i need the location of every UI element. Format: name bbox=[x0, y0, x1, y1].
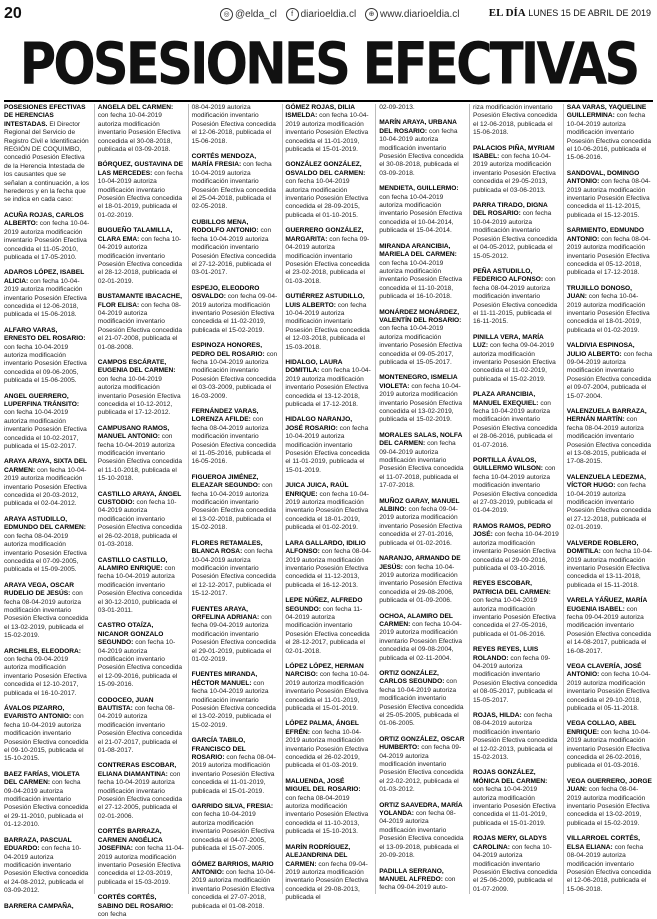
notice-entry bbox=[285, 720, 371, 770]
notice-name: NARANJO, ARMANDO DE JESÚS: bbox=[379, 555, 461, 571]
notice-name: VEGA GUERRERO, JORGE JUAN: bbox=[566, 777, 652, 794]
notice-name: BUSTAMANTE IBACACHE, FLOR ELISA: bbox=[97, 293, 182, 309]
notice-text: con fecha 09-04-2019 autoriza modificación inventario Posesión Efectiva concedida el 22-02-2012, publicada el 01-03-2012. bbox=[379, 744, 464, 794]
social-links bbox=[214, 8, 459, 21]
notice-text: con fecha 10-04-2019 autoriza modificación inventario Posesión Efectiva concedida el 12-09-2016, publicada el 15-09-2016. bbox=[97, 639, 183, 689]
notice-text: con fecha 09-04-2019 autoriza modificación inventario Posesión Efectiva concedida el 08-05-2017, publicada el 15-05-2017. bbox=[473, 654, 558, 704]
notice-name: FUENTES ARAYA, ORFELINA ADRIANA: bbox=[191, 605, 260, 621]
notice-text: con fecha 09-04-2019 autoriza modificación inventario Posesión Efectiva concedida el 29-08-2013, publicada el bbox=[285, 860, 369, 902]
notice-text: 02-09-2013. bbox=[379, 104, 415, 111]
notice-text: con fecha 10-04-2019 autoriza modificación inventario Posesión Efectiva concedida el 20-03-2012, publicada el 02-04-2012. bbox=[4, 466, 87, 508]
notice-name: REYES REYES, LUIS ROLANDO: bbox=[473, 646, 539, 662]
notice-name: CASTRO OTAÍZA, NICANOR GONZALO SEGUNDO: bbox=[97, 622, 164, 647]
notice-text: 08-04-2019 autoriza modificación inventario Posesión Efectiva concedida el 12-06-2018, publicada el 15-06-2018. bbox=[191, 104, 276, 145]
notice-text: con fecha 08-04-2019 autoriza modificación inventario Posesión Efectiva concedida el 13-08-2015, publicada el 17-08-2015. bbox=[566, 416, 652, 466]
notice-text: con fecha 08-04-2019 autoriza modificación inventario Posesión Efectiva concedida el 11-12-2013, publicada el 16-12-2013. bbox=[285, 548, 372, 589]
notice-name: GONZÁLEZ GONZÁLEZ, OSVALDO DEL CARMEN: bbox=[285, 161, 366, 177]
notice-text: con fecha 10-04-2019 autoriza modificación inventario Posesión Efectiva concedida el 12-06-2018, publicada el 15-06-2018. bbox=[4, 277, 87, 319]
notice-entry bbox=[98, 557, 184, 616]
notice-text: con fecha 10-04-2019 autoriza modificación inventario Posesión Efectiva concedida el 27-05-2016, publicada el 01-06-2016. bbox=[473, 597, 556, 638]
notice-text: con fecha 08-04-2019 autoriza modificación inventario Posesión Efectiva concedida el 13-09-2018, publicada el 20-09-2018. bbox=[379, 810, 464, 860]
notice-name: MALUENDA, JOSÉ MIGUEL DEL ROSARIO: bbox=[285, 777, 361, 794]
notice-column bbox=[285, 104, 372, 902]
notice-name: LEPE NÚÑEZ, ALFREDO SEGUNDO: bbox=[285, 597, 363, 613]
notice-text: con fecha 10-04-2019 autoriza modificación inventario Posesión Efectiva concedida el 09-06-2005, publicada el 15-06-2005. bbox=[4, 343, 87, 385]
notice-entry bbox=[98, 894, 184, 919]
notice-entry bbox=[4, 705, 90, 764]
notice-entry bbox=[473, 268, 559, 327]
column-divider bbox=[282, 104, 283, 894]
notice-name: RAMOS RAMOS, PEDRO JOSÉ: bbox=[473, 522, 552, 539]
notice-entry bbox=[473, 145, 559, 195]
notice-name: CODOCEO, JUAN BAUTISTA: bbox=[97, 696, 154, 712]
notice-text: con fecha 08-04-2019 autoriza modificación inventario Posesión Efectiva concedida el 12-02-2013, publicada el 15-02-2013. bbox=[473, 712, 558, 762]
notice-entry bbox=[4, 516, 90, 575]
notice-entry bbox=[192, 474, 278, 533]
notice-entry bbox=[98, 161, 184, 220]
notice-text: con fecha 08-04-2019 autoriza modificación inventario Posesión Efectiva concedida el 21-07-2008, publicada el 01-08-2008. bbox=[97, 301, 183, 351]
notice-name: MARÍN RODRÍGUEZ, ALEJANDRINA DEL CARMEN: bbox=[285, 843, 351, 868]
notice-name: BÓRQUEZ, GUSTAVINA DE LAS MERCEDES: bbox=[97, 161, 184, 177]
notice-text: con fecha 10-04-2019 autoriza modificación inventario Posesión Efectiva concedida el 29-05-2013, publicada el 03-06-2013. bbox=[473, 153, 556, 194]
notice-column bbox=[97, 104, 184, 918]
notice-name: ANGELA DEL CARMEN: bbox=[97, 104, 174, 111]
newspaper-name: EL DÍA bbox=[488, 7, 526, 19]
notice-entry bbox=[4, 104, 90, 205]
notice-text: con fecha 08-04-2019 autoriza modificación inventario Posesión Efectiva concedida el 12-06-2018, publicada el 15-06-2018. bbox=[566, 843, 652, 893]
issue-date: LUNES 15 DE ABRIL DE 2019 bbox=[528, 8, 651, 18]
notice-name: ROJAS MERY, GLADYS CAROLINA: bbox=[473, 835, 547, 851]
notice-name: PLAZA ARANCIBIA, MANUEL EXEQUIEL: bbox=[473, 391, 539, 407]
notice-text: con fecha 10-04-2019 autoriza modificación inventario Posesión Efectiva concedida el 29-08-2006, publicada el 01-09-2006. bbox=[379, 563, 463, 605]
notice-name: CORTÉS MENDOZA, MARÍA FRESIA: bbox=[191, 153, 257, 169]
web-icon: ⊕ bbox=[365, 8, 378, 21]
headline-rule bbox=[4, 100, 653, 102]
notice-entry bbox=[98, 104, 184, 154]
notice-name: GARRIDO SILVA, FRESIA: bbox=[191, 803, 274, 811]
notice-entry bbox=[285, 293, 371, 352]
notice-columns bbox=[4, 104, 653, 918]
notice-name: LÓPEZ LÓPEZ, HERMAN NARCISO: bbox=[285, 662, 364, 679]
notice-text: con fecha 08-04-2019 autoriza modificación inventario Posesión Efectiva concedida el 07-09-2005, publicada el 15-09-2005. bbox=[4, 532, 87, 574]
notice-entry bbox=[192, 219, 278, 278]
column-divider bbox=[94, 104, 95, 894]
notice-text: con fecha 10-04-2019 autoriza modificación inventario Posesión Efectiva concedida el 09-10-2015, publicada el 15-10-2015. bbox=[4, 713, 89, 763]
notice-text: con fecha 10-04-2019 autoriza modificación inventario Posesión Efectiva concedida el 10-04-2014, publicada el 15-04-2014. bbox=[379, 193, 463, 235]
notice-entry bbox=[285, 104, 371, 154]
notice-name: ORTIZ SAAVEDRA, MARÍA YOLANDA: bbox=[379, 801, 463, 818]
notice-entry bbox=[4, 327, 90, 386]
notice-entry bbox=[285, 597, 371, 656]
notice-text: con fecha 10-04-2019 autoriza modificación inventario Posesión Efectiva concedida el 09-08-2004, publicada el 02-11-2004. bbox=[379, 620, 463, 662]
notice-name: VEGA CLAVERÍA, JOSÉ ANTONIO: bbox=[566, 662, 642, 679]
notice-name: FERNÁNDEZ VARAS, LORENZA AFILDE: bbox=[191, 408, 259, 424]
notice-name: POSESIONES EFECTIVAS DE HERENCIAS INTESTADAS. bbox=[4, 104, 86, 128]
notice-name: MONTENEGRO, ISMELIA VIOLETA: bbox=[379, 374, 458, 390]
notice-text: con fecha 10-04-2019 autoriza modificación inventario Posesión Efectiva concedida el 12-12-2017, publicada el 15-12-2017. bbox=[191, 548, 276, 598]
notice-name: HIDALGO NARANJO, JOSÉ ROSARIO: bbox=[285, 416, 353, 432]
facebook-icon: f bbox=[286, 8, 299, 21]
notice-entry bbox=[4, 771, 90, 830]
instagram-handle[interactable]: @elda_cl bbox=[235, 9, 277, 20]
notice-entry bbox=[4, 648, 90, 698]
notice-entry bbox=[567, 663, 653, 713]
notice-text: con fecha 10-04-2019 autoriza modificación inventario Posesión Efectiva concedida el 30-08-2018, publicada el 03-09-2018. bbox=[97, 112, 181, 154]
notice-text: con fecha 08-04-2019 autoriza modificación inventario Posesión Efectiva concedida el 11-11-2015, publicada el 16-11-2015. bbox=[473, 276, 558, 326]
notice-text: con fecha 09-04-2019 autoriza modificación inventario Posesión Efectiva concedida el 29-01-2019, publicada el 01-02-2019. bbox=[191, 613, 276, 663]
notice-entry bbox=[4, 393, 90, 452]
notice-entry bbox=[473, 457, 559, 516]
notice-name: ARAYA ASTUDILLO, EDMUNDO DEL CARMEN: bbox=[4, 515, 86, 532]
notice-name: CORTÉS BARRAZA, CARMEN ANGÉLICA JOSEFINA: bbox=[97, 828, 163, 853]
notice-entry bbox=[379, 802, 465, 861]
notice-text: con fecha 09-04-2019 autoriza modificación inventario Posesión Efectiva concedida el 11-07-2018, publicada el 17-07-2018. bbox=[379, 440, 464, 490]
notice-entry bbox=[4, 458, 90, 508]
notice-name: VALENZUELA BARRAZA, HERNÁN MARTÍN: bbox=[566, 408, 647, 424]
notice-text: con fecha 10-04-2019 autoriza modificación inventario Posesión Efectiva concedida el 24-08-2012, publicada el 03-09-2012. bbox=[4, 845, 89, 895]
notice-name: PARRA TIRADO, DIGNA DEL ROSARIO: bbox=[473, 202, 548, 218]
notice-text: con fecha 10-04-2019 autoriza modificación inventario Posesión Efectiva concedida el 12-03-2018, publicada el 15-03-2018. bbox=[285, 301, 370, 351]
notice-name: CONTRERAS ESCOBAR, ELIANA DIAMANTINA: bbox=[97, 762, 177, 778]
notice-entry bbox=[567, 835, 653, 894]
notice-text: con fecha 10-04-2019 autoriza modificación inventario Posesión Efectiva concedida el 26-02-2018, publicada el 01-03-2018. bbox=[97, 499, 183, 549]
notice-entry bbox=[285, 416, 371, 475]
notice-entry bbox=[473, 646, 559, 705]
notice-name: ÁVALOS PIZARRO, EVARISTO ANTONIO: bbox=[4, 705, 72, 721]
notice-entry bbox=[379, 736, 465, 795]
notice-entry bbox=[567, 104, 653, 163]
page-headline: POSESIONES EFECTIVAS bbox=[19, 30, 638, 98]
notice-entry bbox=[567, 474, 653, 533]
notice-entry bbox=[192, 153, 278, 212]
notice-text: con fecha 10-04-2019 autoriza modificación inventario Posesión Efectiva concedida el 18-01-2019, publicada el 01-02-2019. bbox=[285, 490, 369, 532]
notice-entry bbox=[567, 597, 653, 656]
notice-text: con fecha 10-04-2019 autoriza modificación inventario Posesión Efectiva concedida el 13-02-2019, publicada el 15-02-2019. bbox=[191, 679, 276, 729]
notice-name: ARCHILES, ELEODORA: bbox=[4, 647, 81, 655]
notice-entry bbox=[567, 540, 653, 590]
notice-column bbox=[4, 104, 90, 910]
notice-text: con fecha 10-04-2019 autoriza modificación inventario Posesión Efectiva concedida el 03-03-2009, publicada el 16-03-2009. bbox=[191, 350, 278, 400]
notice-entry bbox=[4, 903, 90, 911]
notice-text: con fecha 08-04-2019 autoriza modificación inventario Posesión Efectiva concedida el 11-12-2015, publicada el 15-12-2015. bbox=[566, 178, 651, 219]
notice-column bbox=[191, 104, 278, 910]
notice-entry bbox=[285, 227, 371, 286]
notice-name: ARAYA VEGA, OSCAR RUDELIO DE JESÚS: bbox=[4, 581, 74, 598]
notice-text: con fecha 10-04-2019 autoriza modificación inventario Posesión Efectiva concedida el 25-06-2009, publicada el 01-07-2009. bbox=[473, 843, 558, 893]
notice-entry bbox=[473, 391, 559, 450]
notice-name: SANDOVAL, DOMINGO ANTONIO: bbox=[566, 169, 640, 186]
notice-text: con fecha 10-04-2019 autoriza modificación inventario Posesión Efectiva concedida el 30-12-2010, publicada el 03-01-2011. bbox=[97, 564, 183, 614]
notice-entry bbox=[473, 523, 559, 573]
notice-name: ADAROS LÓPEZ, ISABEL ALICIA: bbox=[4, 269, 85, 285]
notice-name: FIGUEROA JIMÉNEZ, ELEAZAR SEGUNDO: bbox=[191, 473, 261, 490]
notice-entry bbox=[285, 161, 371, 220]
notice-entry bbox=[285, 540, 371, 590]
notice-entry bbox=[98, 697, 184, 756]
notice-name: BAEZ FARÍAS, VIOLETA DEL CARMEN: bbox=[4, 770, 80, 787]
notice-entry bbox=[379, 243, 465, 302]
notice-entry bbox=[379, 185, 465, 235]
notice-entry bbox=[98, 762, 184, 821]
notice-column bbox=[567, 104, 653, 894]
notice-name: CAMPOS ESCÁRATE, EUGENIA DEL CARMEN: bbox=[97, 358, 176, 375]
notice-name: TRUJILLO DONOSO, JUAN: bbox=[566, 284, 633, 301]
notice-text: con fecha 08-04-2019 autoriza modificación inventario Posesión Efectiva concedida el 11-05-2016, publicada el 16-05-2016. bbox=[191, 416, 276, 466]
notice-name: MARÍN ARAYA, URBANA DEL ROSARIO: bbox=[379, 119, 457, 135]
notice-text: con fecha 08-04-2019 autoriza modificación inventario Posesión Efectiva concedida el 11-10-2013, publicada el 15-10-2013. bbox=[285, 794, 369, 836]
notice-entry bbox=[473, 202, 559, 261]
notice-text: riza modificación inventario Posesión Efectiva concedida el 12-06-2018, publicada el 15-06-2018. bbox=[473, 104, 558, 137]
notice-text: con fecha 10-04-2019 autoriza modificación inventario Posesión Efectiva concedida el 09-05-2017, publicada el 15-05-2017. bbox=[379, 325, 463, 366]
notice-name: ORTIZ GONZÁLEZ, CARLOS SEGUNDO: bbox=[379, 669, 445, 686]
notice-entry bbox=[98, 425, 184, 484]
notice-name: JUICA JUICA, RAÚL ENRIQUE: bbox=[285, 482, 349, 498]
notice-text: con fecha 10-04-2019 autoriza modificación inventario Posesión Efectiva concedida el 04-05-2012, publicada el 15-05-2012. bbox=[473, 210, 558, 260]
notice-text: con fecha 10-04-2019 autoriza modificación inventario Posesión Efectiva concedida el 18-01-2019, publicada el 01-02-2019. bbox=[566, 293, 650, 334]
notice-text: con fecha 09-04-2019 autoriza modificación inventario Posesión Efectiva concedida el 14-08-2017, publicada el 16-08-2017. bbox=[566, 605, 652, 655]
notice-text: con fecha 10-04-2019 autoriza modificación inventario Posesión Efectiva concedida el 18-01-2019, publicada el 01-02-2019. bbox=[97, 169, 183, 219]
notice-text: con fecha 10-04-2019 autoriza modificación inventario Posesión Efectiva concedida el 25-04-2018, publicada el 02-05-2018. bbox=[191, 161, 276, 211]
notice-text: con fecha 11-04-2019 autoriza modificación inventario Posesión Efectiva concedida el 12-03-2019, publicada el 15-03-2019. bbox=[97, 845, 184, 886]
notice-name: MORALES SALAS, NOLFA DEL CARMEN: bbox=[379, 431, 463, 448]
notice-text: con fecha 10-04-2019 autoriza modificación inventario Posesión Efectiva concedida el 10-12-2012, publicada el 17-12-2012. bbox=[97, 375, 181, 417]
notice-name: PORTILLA ÁVALOS, GUILLERMO WILSON: bbox=[473, 457, 543, 473]
notice-name: CAMPUSANO RAMOS, MANUEL ANTONIO: bbox=[97, 424, 170, 441]
notice-text: con fecha 10-04-2019 autoriza modificación inventario Posesión Efectiva concedida el 29-09-2016, publicada el 03-10-2016. bbox=[473, 531, 559, 572]
notice-text: con fecha 10-04-2019 autoriza modificación inventario Posesión Efectiva concedida el 04-07-2005, publicada el 15-07-2005. bbox=[191, 811, 275, 853]
notice-entry bbox=[4, 269, 90, 319]
notice-name: PINILLA VERA, MARÍA LUZ: bbox=[473, 333, 544, 350]
notice-text: El Director Regional del Servicio de Registro Civil e Identificación REGIÓN DE COQUIMBO, concedió Posesión Efectiva de la Herencia Intestada de los causantes que se señalan a continuación, a los herederos y en la fecha que se indica en cada caso: bbox=[4, 120, 90, 204]
notice-text: con fecha 09-04-2019 autoriza modificación inventario Posesión Efectiva concedida el 12-10-2017, publicada el 16-10-2017. bbox=[4, 655, 87, 697]
notice-entry bbox=[567, 720, 653, 770]
notice-name: PALACIOS PIÑA, MYRIAM ISABEL: bbox=[473, 144, 555, 161]
notice-entry bbox=[379, 498, 465, 548]
notice-text: con fecha 08-04-2019 autoriza modificación inventario Posesión Efectiva concedida el 13-02-2019, publicada el 15-02-2019. bbox=[566, 786, 650, 827]
notice-name: BARRERA CAMPAÑA, bbox=[4, 902, 74, 910]
notice-name: LARA GALLARDO, IDILIO ALFONSO: bbox=[285, 539, 366, 556]
notice-entry bbox=[379, 374, 465, 424]
notice-entry bbox=[567, 778, 653, 828]
notice-entry bbox=[192, 861, 278, 911]
column-divider bbox=[563, 104, 564, 894]
notice-name: MUÑOZ GARAY, MANUEL ALBINO: bbox=[379, 497, 460, 514]
notice-entry bbox=[285, 778, 371, 837]
notice-text: con fecha 10-04-2019 autoriza modificación inventario Posesión Efectiva concedida el 11-01-2019, publicada el 15-01-2019. bbox=[285, 671, 370, 712]
notice-name: ACUÑA ROJAS, CARLOS ALBERTO: bbox=[4, 211, 84, 228]
notice-name: GÓMEZ BARRIOS, MARIO ANTONIO: bbox=[191, 860, 274, 876]
notice-entry bbox=[285, 844, 371, 903]
notice-entry bbox=[379, 309, 465, 368]
column-divider bbox=[375, 104, 376, 894]
notice-name: REYES ESCOBAR, PATRICIA DEL CARMEN: bbox=[473, 580, 551, 596]
notice-name: MENDIETA, GUILLERMO: bbox=[379, 185, 459, 193]
notice-text: con fecha 08-04-2019 autoriza modificación inventario Posesión Efectiva concedida el 05-12-2018, publicada el 17-12-2018. bbox=[566, 235, 651, 277]
notice-text: con fecha 09-04-2019 autoriza modificación inventario Posesión Efectiva concedida el 11-02-2019, publicada el 15-02-2019. bbox=[473, 342, 556, 383]
notice-text: con fecha 10-04-2019 autoriza modificación inventario Posesión Efectiva concedida el 30-08-2018, publicada el 03-09-2018. bbox=[379, 127, 464, 177]
notice-name: GUERRERO GONZÁLEZ, MARGARITA: bbox=[285, 227, 364, 243]
notice-text: con fecha 10-04-2019 autoriza modificación inventario Posesión Efectiva concedida el 11-10-2018, publicada el 15-10-2018. bbox=[97, 433, 183, 483]
notice-text: con fecha 08-04-2019 autoriza modificación inventario Posesión Efectiva concedida el 21-07-2017, publicada el 01-08-2017. bbox=[97, 705, 183, 755]
notice-entry bbox=[98, 828, 184, 887]
notice-name: CASTILLO CASTILLO, ALAMIRO ENRIQUE: bbox=[97, 556, 168, 572]
notice-text: con fecha 09-04-2019 auto- bbox=[379, 875, 456, 892]
notice-text: con fecha 10-04-2019 autoriza modificación inventario Posesión Efectiva concedida el 27-07-2018, publicada el 01-08-2018. bbox=[191, 868, 276, 910]
notice-text: con fecha 10-04-2019 autoriza modificación inventario Posesión Efectiva concedida el 27-12-2005, publicada el 02-01-2006. bbox=[97, 770, 183, 820]
notice-text: con fecha 10-04-2019 autoriza modificación inventario Posesión Efectiva concedida el 10-06-2016, publicada el 15-06-2016. bbox=[566, 112, 652, 162]
instagram-icon: ◎ bbox=[220, 8, 233, 21]
notice-name: ESPINOZA HONORES, PEDRO DEL ROSARIO: bbox=[191, 342, 265, 358]
notice-name: PEÑA ASTUDILLO, FEDERICO ALFONSO: bbox=[473, 267, 544, 284]
notice-column bbox=[473, 104, 559, 894]
notice-text: con fecha 09-04-2019 autoriza modificación inventario Posesión Efectiva concedida el 27-01-2016, publicada el 01-02-2016. bbox=[379, 506, 463, 547]
notice-text: con fecha 09-04-2019 autoriza modificación inventario Posesión Efectiva concedida el 11-02-2019, publicada el 15-02-2019. bbox=[191, 293, 278, 334]
notice-entry bbox=[379, 432, 465, 491]
notice-entry bbox=[98, 622, 184, 689]
notice-text: con fecha 10-04-2019 autoriza modificación inventario Posesión Efectiva concedida el 28-06-2016, publicada el 01-07-2016. bbox=[473, 399, 558, 449]
facebook-handle[interactable]: diarioeldia.cl bbox=[300, 9, 357, 20]
notice-entry bbox=[192, 803, 278, 853]
notice-entry bbox=[473, 104, 559, 138]
notice-text: con fecha 10-04-2019 autoriza modificación inventario Posesión Efectiva concedida el 28-09-2015, publicada el 01-10-2015. bbox=[285, 178, 369, 219]
notice-name: ANGEL GUERRERO, LUPERFINA TRÁNSITO: bbox=[4, 392, 80, 408]
notice-name: ROJAS GONZÁLEZ, MÓNICA DEL CARMEN: bbox=[473, 769, 548, 785]
notice-text: con fecha bbox=[97, 910, 127, 918]
notice-entry bbox=[285, 482, 371, 532]
notice-name: VALDIVIA ESPINOSA, JULIO ALBERTO: bbox=[566, 342, 635, 358]
notice-entry bbox=[285, 663, 371, 713]
notice-entry bbox=[192, 285, 278, 335]
masthead bbox=[489, 7, 651, 19]
notice-name: FUENTES MIRANDA, HÉCTOR MANUEL: bbox=[191, 671, 258, 687]
notice-entry bbox=[192, 540, 278, 599]
notice-name: MIRANDA ARANCIBIA, MARIELA DEL CARMEN: bbox=[379, 242, 457, 259]
notice-entry bbox=[4, 837, 90, 896]
page-number: 20 bbox=[4, 5, 22, 22]
notice-text: con fecha 11-04-2019 autoriza modificación inventario Posesión Efectiva concedida el 28-12-2017, publicada el 02-01-2018. bbox=[285, 605, 370, 655]
notice-entry bbox=[98, 293, 184, 352]
notice-text: con fecha 10-04-2019 autoriza modificación inventario Posesión Efectiva concedida el 11-05-2010, publicada el 17-05-2010. bbox=[4, 220, 90, 261]
notice-name: CUBILLOS MENA, RODOLFO ANTONIO: bbox=[191, 218, 259, 235]
notice-name: GARCÍA TABILO, FRANCISCO DEL ROSARIO: bbox=[191, 737, 246, 762]
notice-name: VALVERDE ROBLERO, DOMITILA: bbox=[566, 539, 639, 556]
notice-entry bbox=[473, 769, 559, 828]
notice-name: ALFARO VARAS, ERNESTO DEL ROSARIO: bbox=[4, 326, 86, 343]
notice-entry bbox=[567, 170, 653, 220]
notice-column bbox=[379, 104, 465, 894]
notice-entry bbox=[379, 868, 465, 893]
notice-text: con fecha 10-04-2019 autoriza modificación inventario Posesión Efectiva concedida el 26-02-2016, publicada el 01-03-2016. bbox=[566, 728, 651, 770]
column-divider bbox=[469, 104, 470, 894]
notice-name: SARMIENTO, EDMUNDO ANTONIO: bbox=[566, 227, 644, 243]
notice-entry bbox=[379, 670, 465, 729]
notice-entry bbox=[379, 613, 465, 663]
notice-text: con fecha 10-04-2019 autoriza modificación inventario Posesión Efectiva concedida el 13-12-2018, publicada el 17-12-2018. bbox=[285, 367, 371, 408]
notice-text: con fecha 10-04-2019 autoriza modificación inventario Posesión Efectiva concedida el 26-02-2019, publicada el 01-03-2019. bbox=[285, 728, 369, 770]
column-divider bbox=[188, 104, 189, 894]
website-url[interactable]: www.diarioeldia.cl bbox=[380, 9, 460, 20]
notice-name: ARAYA ARAYA, SIXTA DEL CARMEN: bbox=[4, 458, 88, 474]
notice-text: con fecha 09-04-2019 autoriza modificación inventario Posesión Efectiva concedida el 23-02-2018, publicada el 01-03-2018. bbox=[285, 235, 370, 285]
notice-text: con fecha 09-04-2019 autoriza modificación inventario Posesión Efectiva concedida el 09-07-2004, publicada el 15-07-2004. bbox=[566, 350, 653, 400]
notice-name: CASTILLO ARAYA, ÁNGEL CUSTODIO: bbox=[97, 490, 182, 507]
notice-name: MONÁRDEZ MONÁRDEZ, VALENTÍN DEL ROSARIO: bbox=[379, 308, 462, 324]
notice-name: ESPEJO, ELEODORO OSVALDO: bbox=[191, 284, 260, 301]
notice-entry bbox=[4, 212, 90, 262]
notice-text: con fecha 10-04-2019 autoriza modificación inventario Posesión Efectiva concedida el 13-02-2019, publicada el 15-02-2019. bbox=[379, 382, 463, 424]
notice-entry bbox=[473, 712, 559, 762]
notice-text: con fecha 10-04-2019 autoriza modificación inventario Posesión Efectiva concedida el 10-02-2017, publicada el 15-02-2017. bbox=[4, 409, 87, 451]
notice-name: ORTIZ GONZÁLEZ, OSCAR HUMBERTO: bbox=[379, 735, 465, 752]
notice-name: BARRAZA, PASCUAL EDUARDO: bbox=[4, 836, 72, 853]
notice-entry bbox=[567, 408, 653, 467]
notice-entry bbox=[192, 671, 278, 730]
notice-name: BUGUEÑO TALAMILLA, CLARA EMA: bbox=[97, 227, 173, 243]
notice-name: PADILLA SERRANO, MANUEL ALFREDO: bbox=[379, 867, 444, 883]
notice-text: con fecha 08-04-2019 autoriza modificación inventario Posesión Efectiva concedida el 11-01-2019, publicada el 15-01-2019. bbox=[191, 754, 276, 795]
notice-entry bbox=[567, 285, 653, 335]
notice-entry bbox=[473, 580, 559, 639]
notice-entry bbox=[192, 342, 278, 401]
notice-entry bbox=[4, 582, 90, 641]
notice-text: con fecha 08-04-2019 autoriza modificación inventario Posesión Efectiva concedida el 13-02-2019, publicada el 15-02-2019. bbox=[4, 590, 89, 640]
notice-name: SAA VARAS, YAQUELINE GUILLERMINA: bbox=[566, 104, 647, 120]
notice-entry bbox=[192, 104, 278, 146]
notice-entry bbox=[98, 491, 184, 550]
notice-text: con fecha 10-04-2019 autoriza modificación inventario Posesión Efectiva concedida el 11-01-2019, publicada el 15-01-2019. bbox=[473, 786, 556, 827]
notice-text: con fecha 10-04-2019 autoriza modificación inventario Posesión Efectiva concedida el 11-01-2019, publicada el 15-01-2019. bbox=[285, 424, 370, 474]
notice-text: con fecha 10-04-2019 autoriza modificación inventario Posesión Efectiva concedida el 11-10-2018, publicada el 16-10-2018. bbox=[379, 259, 463, 301]
notice-text: con fecha 10-04-2019 autoriza modificación inventario Posesión Efectiva concedida el 29-10-2018, publicada el 05-11-2018. bbox=[566, 671, 651, 712]
notice-name: GÓMEZ ROJAS, DILIA ISMELDA: bbox=[285, 104, 355, 120]
notice-entry bbox=[567, 342, 653, 401]
notice-entry bbox=[285, 359, 371, 409]
notice-entry bbox=[192, 737, 278, 796]
notice-name: OCHOA, ALAMIRO DEL CARMEN: bbox=[379, 612, 453, 628]
notice-text: con fecha 10-04-2019 autoriza modificación inventario Posesión Efectiva concedida el 27-12-2018, publicada el 02-01-2019. bbox=[566, 482, 652, 532]
notice-entry bbox=[98, 227, 184, 286]
notice-name: VARELA YÁÑUEZ, MARÍA EUGENIA ISABEL: bbox=[566, 597, 648, 613]
notice-entry bbox=[192, 606, 278, 665]
notice-name: HIDALGO, LAURA DOMITILA: bbox=[285, 358, 343, 375]
notice-name: VEGA COLLAO, ABEL ENRIQUE: bbox=[566, 720, 637, 736]
notice-name: ROJAS, HILDA: bbox=[473, 712, 522, 719]
notice-entry bbox=[379, 555, 465, 605]
notice-entry bbox=[567, 227, 653, 277]
notice-text: con fecha 10-04-2019 autoriza modificación inventario Posesión Efectiva concedida el 11-01-2019, publicada el 15-01-2019. bbox=[285, 112, 369, 154]
notice-text: con fecha 10-04-2019 autoriza modificación inventario Posesión Efectiva concedida el 13-02-2018, publicada el 15-02-2018. bbox=[191, 482, 276, 532]
notice-text: con fecha 10-04-2019 autoriza modificación inventario Posesión Efectiva concedida el 28-12-2018, publicada el 02-01-2019. bbox=[97, 235, 183, 285]
notice-name: GUTIÉRREZ ASTUDILLO, LUIS ALBERTO: bbox=[285, 293, 365, 309]
notice-text: con fecha 10-04-2019 autoriza modificación inventario Posesión Efectiva concedida el 25-05-2005, publicada el 01-06-2005. bbox=[379, 678, 464, 728]
notice-entry bbox=[379, 119, 465, 178]
notice-entry bbox=[192, 408, 278, 467]
notice-text: con fecha 10-04-2019 autoriza modificación inventario Posesión Efectiva concedida el 27-12-2016, publicada el 03-01-2017. bbox=[191, 227, 276, 277]
notice-entry bbox=[473, 835, 559, 894]
notice-name: VILLARROEL CORTÉS, ELSA ELIANA: bbox=[566, 835, 640, 851]
notice-name: CORTÉS CORTÉS, SABINO DEL ROSARIO: bbox=[97, 894, 174, 910]
notice-name: VALENZUELA LEDEZMA, VÍCTOR HUGO: bbox=[566, 473, 646, 490]
notice-text: con fecha 10-04-2019 autoriza modificación inventario Posesión Efectiva concedida el 13-11-2018, publicada el 15-11-2018. bbox=[566, 548, 653, 589]
notice-name: FLORES RETAMALES, BLANCA ROSA: bbox=[191, 539, 263, 556]
notice-text: con fecha 09-04-2019 autoriza modificación inventario Posesión Efectiva concedida el 29-11-2010, publicada el 01-12-2010. bbox=[4, 779, 89, 829]
notice-entry bbox=[473, 334, 559, 384]
notice-text: con fecha 10-04-2019 autoriza modificación inventario Posesión Efectiva concedida el 27-03-2019, publicada el 01-04-2019. bbox=[473, 465, 558, 515]
notice-entry bbox=[379, 104, 465, 112]
notice-name: LÓPEZ PALMA, ÁNGEL EFRÉN: bbox=[285, 720, 359, 736]
notice-entry bbox=[98, 359, 184, 418]
